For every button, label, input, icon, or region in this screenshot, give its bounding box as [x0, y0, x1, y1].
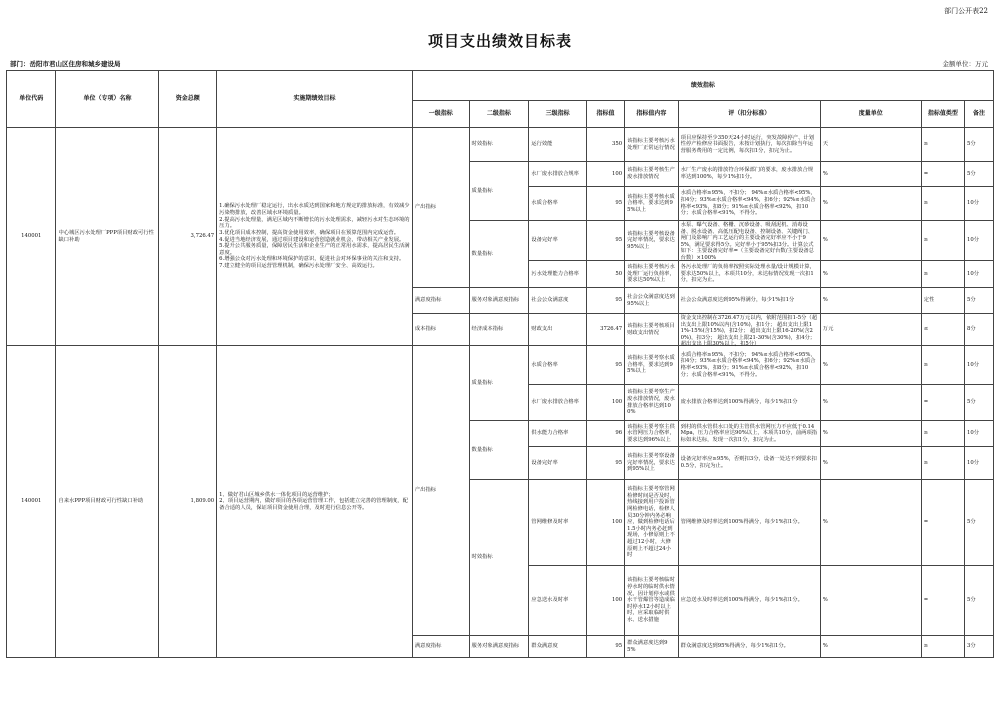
indicator-value: [586, 421, 624, 447]
value-type: [921, 421, 964, 447]
value-type: [921, 480, 964, 566]
level3-indicator: [529, 261, 587, 288]
level1-indicator-text: 产出指标: [414, 204, 437, 211]
row-note: [965, 314, 994, 346]
scoring-standard: [678, 314, 820, 346]
indicator-value-text: 350: [611, 141, 623, 148]
level3-indicator: [529, 128, 587, 162]
level1-indicator: [412, 288, 469, 314]
indicator-content: [625, 636, 679, 658]
level3-indicator-text: 设备完好率: [531, 459, 558, 466]
row-note-text: 10分: [967, 270, 980, 277]
measure-unit: [820, 566, 921, 636]
level1-indicator: [412, 346, 469, 636]
value-type-text: ≥: [923, 200, 929, 207]
indicator-content: [625, 480, 679, 566]
indicator-value: [586, 288, 624, 314]
indicator-content-text: 该指标主要考核水质合格率，要求达到95%以上: [627, 193, 675, 213]
row-note-text: 5分: [967, 519, 976, 526]
row-note-text: 10分: [967, 459, 980, 466]
currency-unit-label: 金额单位：万元: [942, 60, 988, 68]
indicator-value: [586, 447, 624, 480]
header-code: 单位代码: [7, 71, 56, 128]
value-type-text: ≤: [923, 326, 929, 333]
indicator-content-text: 该指标主要考察水质合格率，要求达到95%以上: [627, 355, 675, 375]
value-type-text: ≥: [923, 141, 929, 148]
measure-unit: [820, 221, 921, 261]
indicator-content-text: 该指标主要考核临时停水时的临时供水情况，因计划停水或供水干管爆管等造成临时停水12小时以上时，应采取临时供水、送水措施: [627, 577, 675, 624]
level2-indicator-text: 质量指标: [471, 379, 493, 386]
level1-indicator-text: 满意度指标: [414, 643, 442, 650]
indicator-value-text: 95: [615, 361, 623, 368]
indicator-content: [625, 221, 679, 261]
indicator-value-text: 100: [611, 597, 623, 604]
value-type: [921, 385, 964, 421]
header-level3: 三级指标: [529, 101, 587, 128]
project-total-text: 3,726.47: [190, 233, 215, 240]
header-type: 指标值类型: [921, 101, 964, 128]
row-note: [965, 566, 994, 636]
level3-indicator: [529, 288, 587, 314]
level3-indicator-text: 污水处理能力合格率: [531, 270, 579, 277]
indicator-content-text: 该指标主要考核污水处理厂运行负荷率，要求达50%以上: [627, 264, 675, 284]
indicator-value: [586, 314, 624, 346]
level2-indicator: [469, 162, 529, 221]
scoring-standard: [678, 636, 820, 658]
row-note-text: 10分: [967, 430, 980, 437]
scoring-standard: [678, 480, 820, 566]
row-note-text: 5分: [967, 170, 976, 177]
table-body: [7, 128, 994, 658]
indicator-content-text: 该指标主要考察生产废水排放情况，废水排放合格率达到100%: [627, 389, 675, 416]
indicator-content-text: 该指标主要考核生产废水排放情况: [627, 167, 675, 180]
scoring-standard: [678, 346, 820, 385]
indicator-content: [625, 447, 679, 480]
level2-indicator-text: 服务对象满意度指标: [471, 643, 520, 650]
level1-indicator: [412, 636, 469, 658]
project-code-text: 140001: [21, 498, 42, 505]
level2-indicator: [469, 314, 529, 346]
scoring-standard: [678, 288, 820, 314]
measure-unit-text: %: [822, 519, 828, 526]
table-row: [7, 346, 994, 385]
measure-unit-text: %: [822, 237, 828, 244]
level1-indicator-text: 满意度指标: [414, 297, 442, 304]
scoring-standard: [678, 421, 820, 447]
level2-indicator-text: 数量指标: [471, 250, 493, 257]
level3-indicator-text: 财政支出: [531, 326, 553, 333]
scoring-standard-text: 水质合格率≥95%，不扣分； 94%≤水质合格率<95%，扣4分；93%≤水质合格率<94%，扣6分；92%≤水质合格率<93%，扣8分；91%≤水质合格率<92%，扣10分；水质合格率<91%，不得分。: [680, 190, 816, 217]
measure-unit: [820, 447, 921, 480]
level2-indicator-text: 服务对象满意度指标: [471, 297, 520, 304]
row-note: [965, 346, 994, 385]
value-type-text: 定性: [923, 297, 935, 304]
level3-indicator: [529, 566, 587, 636]
indicator-value: [586, 128, 624, 162]
measure-unit-text: %: [822, 399, 828, 406]
row-note-text: 10分: [967, 237, 980, 244]
level1-indicator: [412, 314, 469, 346]
scoring-standard: [678, 187, 820, 221]
level3-indicator: [529, 447, 587, 480]
measure-unit-text: %: [822, 270, 828, 277]
level3-indicator-text: 运行效能: [531, 141, 553, 148]
measure-unit-text: 万元: [822, 326, 834, 333]
level3-indicator: [529, 346, 587, 385]
level2-indicator: [469, 221, 529, 288]
indicator-value-text: 96: [615, 430, 623, 437]
scoring-standard: [678, 447, 820, 480]
value-type-text: ≥: [923, 237, 929, 244]
scoring-standard: [678, 128, 820, 162]
indicator-value: [586, 385, 624, 421]
indicator-content-text: 该指标主要考核污水处理厂正常运行情况: [627, 137, 675, 151]
scoring-standard-text: 水质合格率≥95%，不扣分； 94%≤水质合格率<95%，扣4分；93%≤水质合格率<94%，扣6分；92%≤水质合格率<93%，扣8分；91%≤水质合格率<92%，扣10分；水质合格率<91%，不得分。: [680, 351, 816, 378]
level2-indicator-text: 数量指标: [471, 446, 493, 453]
performance-table: [6, 70, 994, 658]
value-type-text: =: [923, 597, 929, 604]
header-measure: 度量单位: [820, 101, 921, 128]
level3-indicator: [529, 162, 587, 187]
indicator-content-text: 群众满意度达到95%: [627, 639, 668, 653]
project-goal: [217, 346, 413, 658]
project-total: [159, 128, 217, 346]
table-row: [7, 128, 994, 162]
level3-indicator-text: 水厂废水排放合格率: [531, 399, 579, 406]
level3-indicator-text: 设备完好率: [531, 237, 558, 244]
value-type-text: ≥: [923, 361, 929, 368]
header-total: 资金总额: [159, 71, 217, 128]
level2-indicator-text: 时效指标: [471, 141, 493, 148]
indicator-content: [625, 385, 679, 421]
row-note: [965, 385, 994, 421]
level3-indicator: [529, 187, 587, 221]
value-type-text: ≥: [923, 430, 929, 437]
indicator-content: [625, 346, 679, 385]
project-goal-text: 1、做好君山区城乡供水一体化项目的运营维护； 2、项目运营期内，做好项目的各项运营管理工作，包括建立完善的管理制度，配备合适的人员，保证项目资金使用合理，及时进行信息公开等。: [219, 491, 408, 511]
level3-indicator-text: 管网维修及时率: [531, 519, 569, 526]
scoring-standard-text: 项目应保持至少350天24小时运行，突发故障停产、计划性停产检修应书面报告，未按计划执行，每次扣除当年运营服务费用的一定比例，每次扣1分，扣完为止。: [680, 134, 815, 154]
project-total: [159, 346, 217, 658]
header-goal: 实施期绩效目标: [217, 71, 413, 128]
measure-unit-text: %: [822, 643, 828, 650]
project-name-text: 自来水PPP项目财政可行性缺口补助: [58, 498, 144, 505]
value-type: [921, 346, 964, 385]
measure-unit: [820, 314, 921, 346]
indicator-value-text: 100: [611, 399, 623, 406]
indicator-content: [625, 128, 679, 162]
scoring-standard-text: 应急送水及时率达到100%得满分，每少1%扣1分。: [680, 597, 803, 604]
measure-unit: [820, 288, 921, 314]
measure-unit-text: %: [822, 297, 828, 304]
value-type: [921, 314, 964, 346]
measure-unit-text: %: [822, 200, 828, 207]
level2-indicator: [469, 636, 529, 658]
level3-indicator-text: 水质合格率: [531, 200, 558, 207]
value-type: [921, 221, 964, 261]
row-note-text: 5分: [967, 297, 976, 304]
row-note-text: 5分: [967, 597, 976, 604]
scoring-standard: [678, 385, 820, 421]
measure-unit-text: %: [822, 170, 828, 177]
value-type: [921, 288, 964, 314]
indicator-value-text: 100: [611, 519, 623, 526]
indicator-value: [586, 261, 624, 288]
header-performance: 绩效指标: [412, 71, 993, 101]
level3-indicator-text: 水质合格率: [531, 361, 558, 368]
level3-indicator: [529, 385, 587, 421]
scoring-standard: [678, 261, 820, 288]
level2-indicator: [469, 288, 529, 314]
row-note-text: 3分: [967, 643, 976, 650]
indicator-content-text: 该指标主要考察主供水管网压力合格率，要求达到96%以上: [627, 423, 675, 443]
header-scoring: 评（扣分标准）: [678, 101, 820, 128]
level3-indicator: [529, 314, 587, 346]
project-goal: [217, 128, 413, 346]
indicator-content: [625, 314, 679, 346]
row-note-text: 10分: [967, 200, 980, 207]
indicator-content-text: 该指标主要考核设备完好率情况，要求达95%以上: [627, 230, 675, 250]
scoring-standard-text: 社会公众满意度达到95%得满分，每少1%扣1分: [680, 297, 795, 304]
indicator-value: [586, 221, 624, 261]
level2-indicator: [469, 346, 529, 421]
header-level1: 一级指标: [412, 101, 469, 128]
value-type-text: ≥: [923, 459, 929, 466]
measure-unit: [820, 346, 921, 385]
row-note-text: 10分: [967, 361, 980, 368]
measure-unit: [820, 162, 921, 187]
project-name: [56, 128, 159, 346]
row-note: [965, 128, 994, 162]
indicator-value-text: 95: [615, 459, 623, 466]
scoring-standard-text: 水泵、曝气设备、格栅、沉砂设备、吸刮泥机、消毒设备、脱水设备、高低压配电设备、控制设备、关键阀门、闸门及影响厂内工艺运行的主要设备完好率应不小于95%，满足要求得5分。完好率小于95%扣3分。计算公式如下：主要设备完好率=（主要设备完好台数/主要设备总台数）×100%: [680, 222, 814, 262]
value-type: [921, 187, 964, 221]
page-title: 项目支出绩效目标表: [427, 32, 572, 50]
indicator-value-text: 95: [615, 643, 623, 650]
indicator-content: [625, 421, 679, 447]
indicator-value-text: 3726.47: [600, 326, 623, 333]
level3-indicator-text: 应急送水及时率: [531, 597, 569, 604]
indicator-value: [586, 346, 624, 385]
level2-indicator: [469, 421, 529, 480]
indicator-value-text: 50: [615, 270, 623, 277]
scoring-standard: [678, 162, 820, 187]
measure-unit-text: %: [822, 597, 828, 604]
indicator-value-text: 95: [615, 297, 623, 304]
header-level2: 二级指标: [469, 101, 529, 128]
project-code: [7, 346, 56, 658]
level2-indicator-text: 时效指标: [471, 554, 493, 561]
project-name-text: 中心城区污水处理厂PPP项目财政可行性缺口补助: [58, 229, 154, 243]
measure-unit-text: 天: [822, 141, 829, 148]
level2-indicator-text: 质量指标: [471, 187, 493, 194]
measure-unit: [820, 636, 921, 658]
value-type: [921, 566, 964, 636]
value-type-text: =: [923, 399, 929, 406]
project-code: [7, 128, 56, 346]
indicator-content: [625, 162, 679, 187]
scoring-standard-text: 到村的供水管供水口处的主管供水管网压力不应低于0.14Mpa，压力合格率应达90%以上，本项共10分，前两项指标如未达标，发现一次扣1分，扣完为止。: [680, 423, 818, 443]
scoring-standard: [678, 221, 820, 261]
project-goal-text: 1.确保污水处理厂稳定运行，出水水质达到国家和地方规定的排放标准，有效减少污染物排放，改善区域水环境质量。 2.提高污水处理量，满足区域内不断增长的污水处理需求，减轻污水对生态环境的压力。 3.优化项目成本控制，提高资金使用效率，确保项目在预算范围内完成运营。 4.促进当地经济发展，通过项目建设和运营创造就业机会，带动相关产业发展。 5.提升公共服务质量，保障居民生活和企业生产的正常用水需求，提高居民生活满意度。 6.增强公众对污水处理和环境保护的意识，促进社会对环保事业的关注和支持。 7.建立健全的项目运营管理机制，确保污水处理厂安全、高效运行。: [219, 203, 410, 269]
row-note: [965, 221, 994, 261]
value-type: [921, 128, 964, 162]
row-note: [965, 447, 994, 480]
row-note: [965, 288, 994, 314]
header-note: 备注: [965, 101, 994, 128]
level3-indicator-text: 社会公众满意度: [531, 297, 569, 304]
scoring-standard-text: 管网维修及时率达到100%得满分，每少1%扣1分。: [680, 519, 803, 526]
row-note-text: 5分: [967, 399, 976, 406]
scoring-standard-text: 设备完好率应≥95%，否则扣3分，设备一处达不到要求扣0.5分，扣完为止。: [680, 456, 817, 469]
measure-unit-text: %: [822, 459, 828, 466]
indicator-content: [625, 261, 679, 288]
row-note: [965, 187, 994, 221]
measure-unit: [820, 261, 921, 288]
indicator-content: [625, 187, 679, 221]
measure-unit-text: %: [822, 430, 828, 437]
scoring-standard-text: 水厂生产废水的排放符合环保部门的要求，废水排放合规率达到100%，每少1%扣1分。: [680, 167, 814, 180]
value-type-text: =: [923, 519, 929, 526]
indicator-content-text: 该指标主要考核项目财政支出情况: [627, 322, 675, 336]
header-name: 单位（专项）名称: [56, 71, 159, 128]
value-type: [921, 162, 964, 187]
row-note: [965, 261, 994, 288]
level3-indicator: [529, 221, 587, 261]
project-code-text: 140001: [21, 233, 42, 240]
level1-indicator-text: 成本指标: [414, 326, 437, 333]
level3-indicator: [529, 636, 587, 658]
project-name: [56, 346, 159, 658]
indicator-value: [586, 566, 624, 636]
measure-unit: [820, 385, 921, 421]
value-type: [921, 261, 964, 288]
level3-indicator-text: 供水能力合格率: [531, 430, 569, 437]
indicator-content-text: 该指标主要考察设备完好率情况，要求达到95%以上: [627, 453, 675, 473]
value-type-text: =: [923, 170, 929, 177]
measure-unit: [820, 187, 921, 221]
level1-indicator: [412, 128, 469, 288]
level2-indicator: [469, 480, 529, 636]
level3-indicator: [529, 421, 587, 447]
level2-indicator: [469, 128, 529, 162]
indicator-content-text: 社会公众满意度达到95%以上: [627, 293, 675, 307]
indicator-value: [586, 162, 624, 187]
measure-unit: [820, 421, 921, 447]
project-total-text: 1,809.00: [190, 498, 215, 505]
value-type-text: ≥: [923, 643, 929, 650]
measure-unit: [820, 128, 921, 162]
scoring-standard-text: 废水排放合格率达到100%得满分，每少1%扣1分: [680, 399, 798, 406]
row-note: [965, 162, 994, 187]
header-value: 指标值: [586, 101, 624, 128]
measure-unit-text: %: [822, 361, 828, 368]
level1-indicator-text: 产出指标: [414, 487, 437, 494]
scoring-standard-text: 各污水处理厂的负荷率按照实际处理水量/设计规模计算，要求达50%以上，本项共10分，未达标情况发现一次扣1分，扣完为止。: [680, 264, 815, 284]
indicator-content-text: 该指标主要考察管网检修时间是否及时，热线接到用户投诉管网检修电话，检修人员30分钟内务必响应，做到检修电话后1.5小时内务必赶到现场，小修原则上不超过12小时，大修原则上不超过24小时: [627, 486, 675, 559]
indicator-value: [586, 636, 624, 658]
indicator-value: [586, 187, 624, 221]
level3-indicator-text: 群众满意度: [531, 643, 558, 650]
row-note-text: 5分: [967, 141, 976, 148]
indicator-value-text: 95: [615, 200, 623, 207]
form-number-label: 部门公开表22: [944, 7, 988, 15]
scoring-standard: [678, 566, 820, 636]
level2-indicator-text: 经济成本指标: [471, 326, 504, 333]
row-note: [965, 480, 994, 566]
header-content: 指标值内容: [625, 101, 679, 128]
measure-unit: [820, 480, 921, 566]
indicator-value: [586, 480, 624, 566]
value-type: [921, 636, 964, 658]
row-note-text: 8分: [967, 326, 976, 333]
level3-indicator: [529, 480, 587, 566]
scoring-standard-text: 群众满意度达到95%得满分，每少1%扣1分。: [680, 643, 789, 650]
row-note: [965, 636, 994, 658]
row-note: [965, 421, 994, 447]
scoring-standard-text: 资金支出控制在3726.47万元以内，依附范围扣1-5分（超出支出上限10%以内(含10%)，扣1分； 超出支出上限11%-15%(含15%)，扣2分； 超出支出上限16-20%(含20%)，扣3分； 超出支出上限21-30%(含30%)，扣4分；超出支出上限30%以上，扣5分）: [680, 315, 818, 348]
indicator-value-text: 100: [611, 170, 623, 177]
indicator-content: [625, 288, 679, 314]
value-type: [921, 447, 964, 480]
indicator-content: [625, 566, 679, 636]
value-type-text: ≥: [923, 270, 929, 277]
level3-indicator-text: 水厂废水排放合规率: [531, 170, 579, 177]
indicator-value-text: 95: [615, 237, 623, 244]
department-label: 部门：岳阳市君山区住房和城乡建设局: [10, 60, 121, 68]
